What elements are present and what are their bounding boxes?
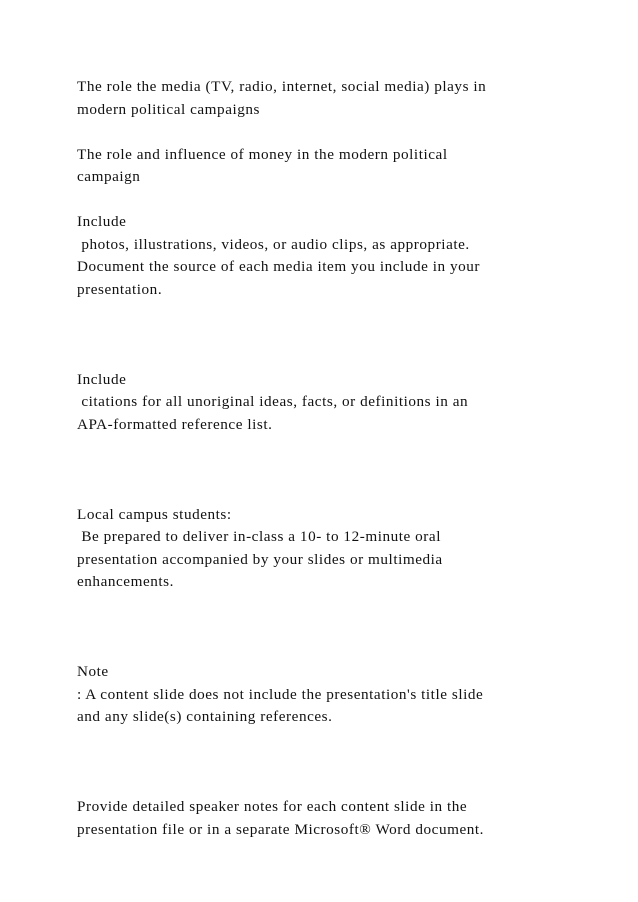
text-line: photos, illustrations, videos, or audio clips, as appropriate. <box>77 235 470 253</box>
text-line: Document the source of each media item you include in your <box>77 258 481 275</box>
paragraph-media-role <box>77 76 597 121</box>
paragraph-spacer <box>77 594 597 617</box>
paragraph-spacer <box>77 751 597 774</box>
paragraph-spacer <box>77 346 597 369</box>
text-line: enhancements. <box>77 573 174 590</box>
text-line: Include <box>77 370 127 388</box>
text-line: : A content slide does not include the presentation's title slide <box>77 685 484 703</box>
text-line: Include <box>77 213 127 230</box>
paragraph-spacer <box>77 729 597 752</box>
text-line: The role and influence of money in the modern political <box>77 145 448 163</box>
paragraph-note <box>77 661 597 729</box>
text-line: Provide detailed speaker notes for each content slide in the <box>77 798 468 815</box>
paragraph-spacer <box>77 481 597 504</box>
paragraph-spacer <box>77 121 597 144</box>
paragraph-spacer <box>77 459 597 482</box>
paragraph-spacer <box>77 774 597 797</box>
paragraph-speaker-notes <box>77 796 597 841</box>
text-line: citations for all unoriginal ideas, facts, or definitions in an <box>77 393 469 410</box>
paragraph-spacer <box>77 616 597 639</box>
text-line: and any slide(s) containing references. <box>77 708 333 725</box>
paragraph-spacer <box>77 436 597 459</box>
text-line: The role the media (TV, radio, internet, social media) plays in <box>77 78 487 95</box>
text-line: Local campus students: <box>77 505 232 523</box>
text-line: presentation file or in a separate Microsoft® Word document. <box>77 820 484 838</box>
paragraph-include-media <box>77 211 597 301</box>
document-body <box>77 76 597 841</box>
paragraph-spacer <box>77 189 597 212</box>
text-line: presentation accompanied by your slides or multimedia <box>77 550 443 568</box>
paragraph-money-role <box>77 144 597 189</box>
paragraph-spacer <box>77 639 597 662</box>
text-line: presentation. <box>77 280 163 298</box>
paragraph-local-campus <box>77 504 597 594</box>
text-line: Note <box>77 663 109 680</box>
text-line: APA-formatted reference list. <box>77 415 273 433</box>
text-line: Be prepared to deliver in-class a 10- to 12-minute oral <box>77 528 441 545</box>
paragraph-include-citations <box>77 369 597 437</box>
paragraph-spacer <box>77 324 597 347</box>
paragraph-spacer <box>77 301 597 324</box>
text-line: campaign <box>77 168 141 185</box>
text-line: modern political campaigns <box>77 100 261 118</box>
